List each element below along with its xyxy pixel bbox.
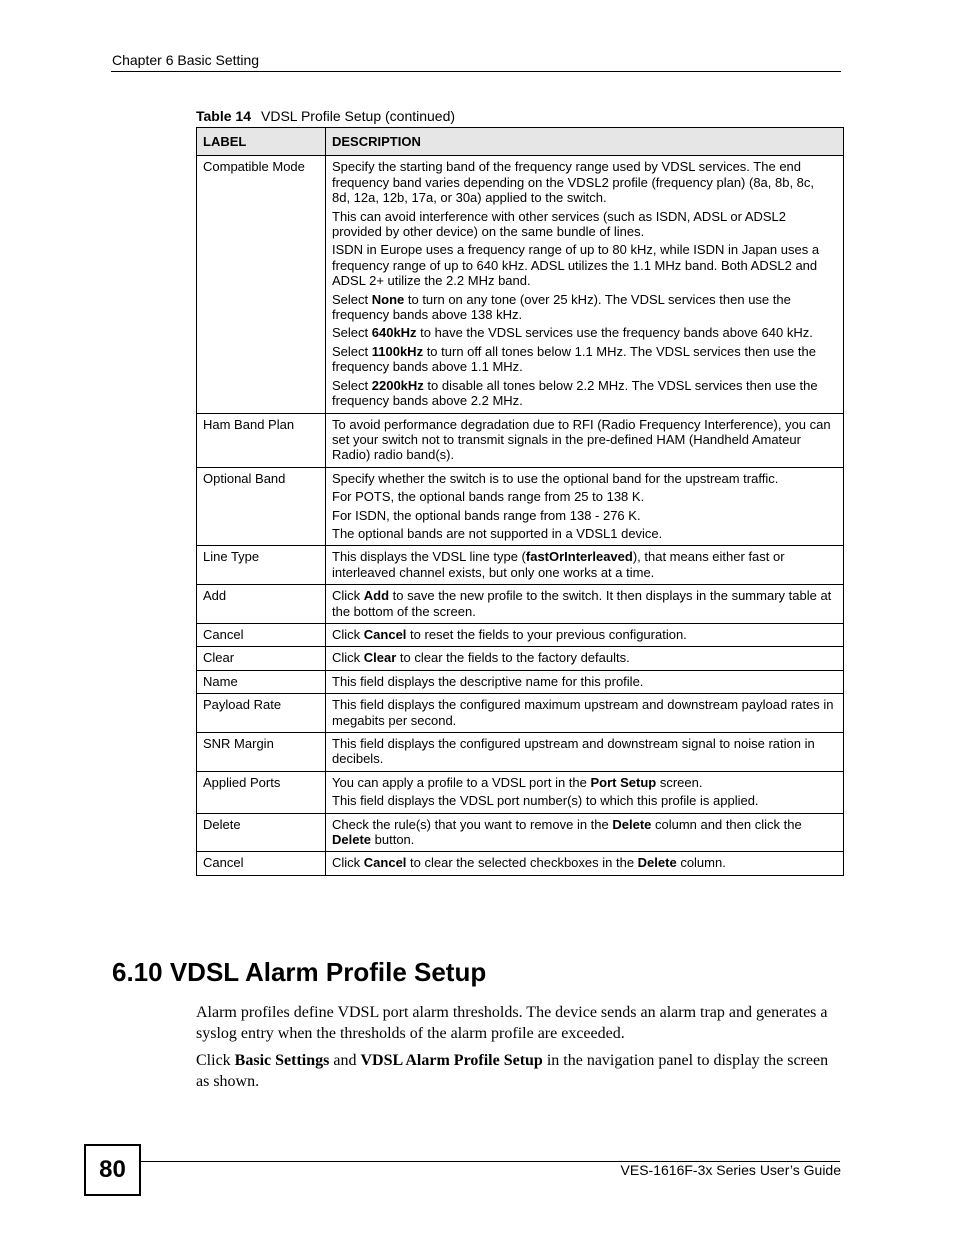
description-paragraph [332, 508, 834, 523]
row-description [326, 467, 844, 546]
text-run: to reset the fields to your previous configuration. [406, 626, 687, 642]
table-row [197, 546, 844, 585]
bold-term: VDSL Alarm Profile Setup [360, 1052, 543, 1069]
text-run: To avoid performance degradation due to RFI (Radio Frequency Interference), you can set your switch not to transmit signals in the pre-defined HAM (Handheld Amateur Radio) radio band(s). [332, 416, 831, 463]
text-run: This field displays the descriptive name for this profile. [332, 673, 644, 689]
table-header-row [197, 128, 844, 156]
text-run: This field displays the configured maximum upstream and downstream payload rates in megabits per second. [332, 697, 834, 728]
text-run: Select [332, 325, 372, 341]
text-run: to have the VDSL services use the frequency bands above 640 kHz. [416, 325, 813, 341]
chapter-header: Chapter 6 Basic Setting [112, 52, 260, 68]
description-paragraph [332, 471, 834, 486]
table-row [197, 647, 844, 670]
row-label: SNR Margin [197, 733, 326, 772]
text-run: to clear the fields to the factory defaults. [396, 650, 630, 666]
page-number: 80 [84, 1144, 141, 1196]
row-label: Cancel [197, 852, 326, 875]
text-run: ISDN in Europe uses a frequency range of up to 80 kHz, while ISDN in Japan uses a frequency range of up to 640 kHz. ADSL utilizes the 1.1 MHz band. Both ADSL2 and ADSL 2+ utilize the 2.2 MHz band. [332, 242, 820, 289]
description-paragraph [332, 489, 834, 504]
text-run: Click [196, 1052, 235, 1069]
description-paragraph [332, 242, 834, 288]
row-description [326, 670, 844, 693]
table-row [197, 623, 844, 646]
table-row [197, 771, 844, 813]
text-run: This field displays the configured upstream and downstream signal to noise ration in decibels. [332, 736, 815, 767]
row-label: Ham Band Plan [197, 413, 326, 467]
row-label: Delete [197, 813, 326, 852]
guide-title: VES-1616F-3x Series User’s Guide [620, 1162, 841, 1178]
description-paragraph [332, 793, 834, 808]
description-paragraph [332, 697, 834, 728]
text-run: You can apply a profile to a VDSL port in the [332, 774, 591, 790]
row-label: Name [197, 670, 326, 693]
bold-term: 640kHz [371, 325, 417, 341]
table-row [197, 813, 844, 852]
text-run: column. [676, 855, 726, 871]
description-paragraph [332, 549, 834, 580]
text-run: Select [332, 377, 372, 393]
table-caption [196, 108, 455, 124]
row-description [326, 813, 844, 852]
text-run: Click [332, 588, 364, 604]
text-run: to clear the selected checkboxes in the [406, 855, 638, 871]
text-run: ), that means either fast or interleaved channel exists, but only one works at a time. [332, 549, 785, 580]
bold-term: 1100kHz [371, 343, 424, 359]
row-description [326, 623, 844, 646]
description-paragraph [332, 775, 834, 790]
description-paragraph [332, 627, 834, 642]
row-label: Payload Rate [197, 694, 326, 733]
bold-term: Delete [637, 855, 677, 871]
text-run: to save the new profile to the switch. It then displays in the summary table at the bottom of the screen. [332, 588, 832, 619]
text-run: Select [332, 291, 372, 307]
text-run: button. [371, 832, 415, 848]
description-paragraph [332, 526, 834, 541]
section-heading: 6.10 VDSL Alarm Profile Setup [112, 957, 487, 987]
section-paragraph-intro [196, 1003, 836, 1044]
row-description [326, 733, 844, 772]
bold-term: None [371, 291, 405, 307]
bold-term: Clear [363, 650, 397, 666]
table-row [197, 670, 844, 693]
table-row [197, 156, 844, 413]
table-row [197, 733, 844, 772]
text-run: This can avoid interference with other services (such as ISDN, ADSL or ADSL2 provided by other device) on the same bundle of lines. [332, 208, 786, 240]
text-run: For ISDN, the optional bands range from 138 - 276 K. [332, 507, 641, 523]
column-header-description: DESCRIPTION [326, 128, 844, 156]
table-caption-number: Table 14 [196, 108, 251, 124]
text-run: This field displays the VDSL port number(s) to which this profile is applied. [332, 793, 759, 809]
description-paragraph [332, 855, 834, 870]
text-run: Specify the starting band of the frequency range used by VDSL services. The end frequency band varies depending on the VDSL2 profile (frequency plan) (8a, 8b, 8c, 8d, 12a, 12b, 17a, or 30a) applied to the switch. [332, 159, 815, 206]
text-run: Select [332, 343, 372, 359]
bold-term: Add [363, 588, 390, 604]
text-run: This displays the VDSL line type ( [332, 549, 526, 565]
table-caption-title: VDSL Profile Setup (continued) [261, 108, 456, 124]
text-run: to turn on any tone (over 25 kHz). The VDSL services then use the frequency bands above 138 kHz. [332, 291, 791, 323]
description-paragraph [332, 378, 834, 409]
row-label: Compatible Mode [197, 156, 326, 413]
text-run: to disable all tones below 2.2 MHz. The VDSL services then use the frequency bands above 2.2 MHz. [332, 377, 818, 409]
row-label: Applied Ports [197, 771, 326, 813]
row-description [326, 852, 844, 875]
text-run: in the navigation panel to display the screen as shown. [196, 1052, 829, 1090]
text-run: to turn off all tones below 1.1 MHz. The VDSL services then use the frequency bands above 1.1 MHz. [332, 343, 816, 375]
description-paragraph [332, 417, 834, 463]
text-run: screen. [656, 774, 703, 790]
description-paragraph [332, 159, 834, 205]
row-label: Add [197, 585, 326, 624]
description-paragraph [332, 736, 834, 767]
row-description [326, 413, 844, 467]
description-paragraph [332, 650, 834, 665]
description-paragraph [332, 588, 834, 619]
text-run: column and then click the [651, 816, 802, 832]
bold-term: Cancel [363, 855, 407, 871]
row-description [326, 647, 844, 670]
text-run: Click [332, 650, 364, 666]
description-paragraph [332, 817, 834, 848]
description-paragraph [332, 325, 834, 340]
text-run: Check the rule(s) that you want to remove in the [332, 816, 613, 832]
row-description [326, 771, 844, 813]
description-paragraph [332, 209, 834, 240]
row-description [326, 585, 844, 624]
table-row [197, 467, 844, 546]
bold-term: fastOrInterleaved [525, 549, 633, 565]
table-body [197, 156, 844, 875]
text-run: and [329, 1052, 361, 1069]
row-description [326, 156, 844, 413]
bold-term: Port Setup [590, 774, 657, 790]
vdsl-profile-table [196, 127, 844, 876]
bold-term: 2200kHz [371, 377, 424, 393]
text-run: Alarm profiles define VDSL port alarm thresholds. The device sends an alarm trap and generates a syslog entry when the thresholds of the alarm profile are exceeded. [196, 1004, 828, 1042]
section-paragraph-navigation [196, 1051, 836, 1092]
bold-term: Delete [332, 832, 372, 848]
row-label: Line Type [197, 546, 326, 585]
table-row [197, 585, 844, 624]
description-paragraph [332, 292, 834, 323]
description-paragraph [332, 344, 834, 375]
bold-term: Delete [612, 816, 652, 832]
text-run: For POTS, the optional bands range from 25 to 138 K. [332, 489, 645, 505]
header-divider [111, 71, 841, 72]
table-row [197, 413, 844, 467]
row-label: Clear [197, 647, 326, 670]
row-label: Cancel [197, 623, 326, 646]
column-header-label: LABEL [197, 128, 326, 156]
row-description [326, 694, 844, 733]
row-label: Optional Band [197, 467, 326, 546]
text-run: Click [332, 626, 364, 642]
description-paragraph [332, 674, 834, 689]
text-run: The optional bands are not supported in a VDSL1 device. [332, 525, 663, 541]
text-run: Click [332, 855, 364, 871]
table-row [197, 852, 844, 875]
text-run: Specify whether the switch is to use the optional band for the upstream traffic. [332, 470, 779, 486]
row-description [326, 546, 844, 585]
table-row [197, 694, 844, 733]
bold-term: Cancel [363, 626, 407, 642]
bold-term: Basic Settings [234, 1052, 330, 1069]
